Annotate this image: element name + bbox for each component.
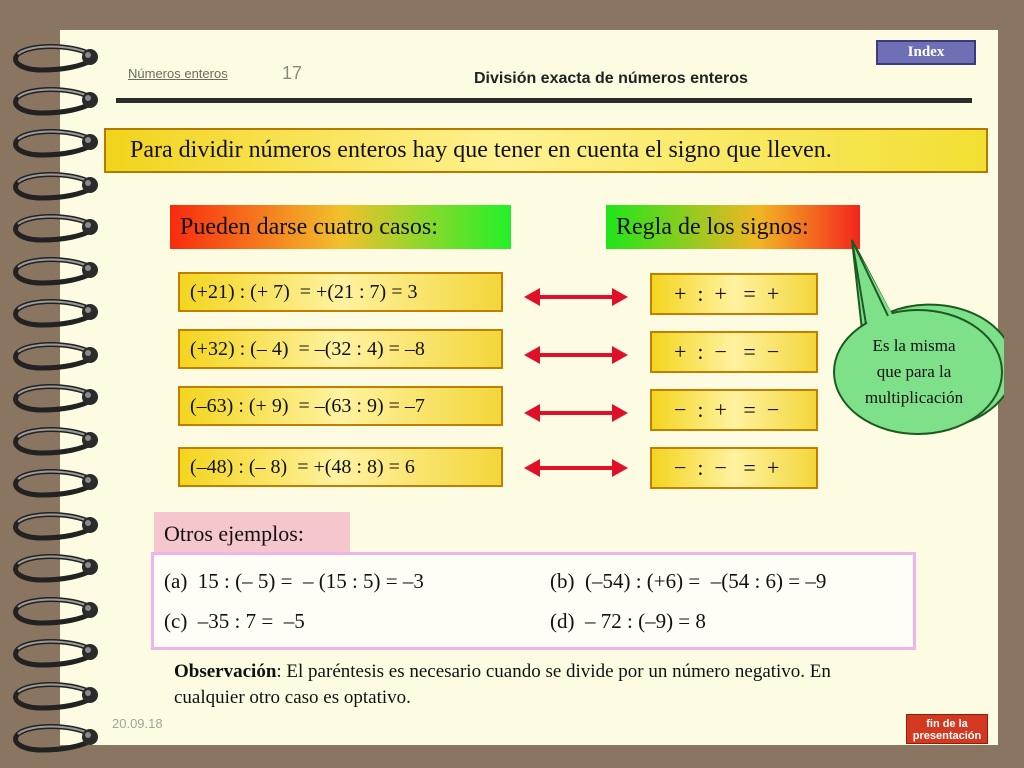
example-d: (d) – 72 : (–9) = 8: [550, 609, 706, 633]
spiral-ring-icon: [12, 423, 100, 457]
callout-line-3: multiplicación: [864, 388, 964, 407]
double-arrow-icon: [524, 401, 628, 425]
page-title: División exacta de números enteros: [474, 70, 748, 87]
spiral-ring-icon: [12, 168, 100, 202]
end-button-line-2: presentación: [912, 730, 982, 742]
example-b: (b) (–54) : (+6) = –(54 : 6) = –9: [550, 569, 827, 593]
example-box-2: (+32) : (– 4) = –(32 : 4) = –8: [178, 329, 503, 369]
header-divider: [116, 98, 972, 103]
spiral-ring-icon: [12, 83, 100, 117]
other-examples-box: [151, 552, 916, 650]
spiral-ring-icon: [12, 40, 100, 74]
observation-text: : El paréntesis es necesario cuando se divide por un número negativo. En cualquier otro caso es optativo.: [174, 661, 831, 708]
callout-text: [838, 333, 990, 411]
page-number: 17: [282, 63, 303, 83]
double-arrow-icon: [524, 343, 628, 367]
spiral-ring-icon: [12, 550, 100, 584]
sign-rule-4: − : − = +: [650, 447, 818, 489]
other-examples-heading: Otros ejemplos:: [154, 512, 350, 552]
example-c: (c) –35 : 7 = –5: [164, 609, 305, 633]
index-button[interactable]: Index: [876, 40, 976, 65]
spiral-ring-icon: [12, 338, 100, 372]
intro-banner: Para dividir números enteros hay que tener en cuenta el signo que lleven.: [104, 128, 988, 173]
spiral-ring-icon: [12, 253, 100, 287]
callout-line-1: Es la misma: [872, 336, 956, 355]
sign-rule-2: + : − = −: [650, 331, 818, 373]
example-box-3: (–63) : (+ 9) = –(63 : 9) = –7: [178, 386, 503, 426]
spiral-ring-icon: [12, 720, 100, 754]
rules-heading: Regla de los signos:: [606, 205, 860, 249]
observation-label: Observación: [174, 661, 277, 682]
example-a: (a) 15 : (– 5) = – (15 : 5) = –3: [164, 569, 424, 593]
breadcrumb-link[interactable]: Números enteros: [128, 66, 228, 81]
spiral-ring-icon: [12, 678, 100, 712]
spiral-ring-icon: [12, 295, 100, 329]
observation-note: [174, 659, 864, 711]
sign-rule-1: + : + = +: [650, 273, 818, 315]
spiral-ring-icon: [12, 210, 100, 244]
spiral-ring-icon: [12, 465, 100, 499]
example-box-4: (–48) : (– 8) = +(48 : 8) = 6: [178, 447, 503, 487]
date-label: 20.09.18: [112, 716, 163, 731]
example-box-1: (+21) : (+ 7) = +(21 : 7) = 3: [178, 272, 503, 312]
double-arrow-icon: [524, 456, 628, 480]
callout-line-2: que para la: [876, 362, 952, 381]
spiral-ring-icon: [12, 593, 100, 627]
end-presentation-button[interactable]: [906, 714, 988, 744]
spiral-ring-icon: [12, 125, 100, 159]
cases-heading: Pueden darse cuatro casos:: [170, 205, 511, 249]
end-button-line-1: fin de la: [926, 718, 968, 730]
sign-rule-3: − : + = −: [650, 389, 818, 431]
spiral-ring-icon: [12, 635, 100, 669]
double-arrow-icon: [524, 285, 628, 309]
spiral-ring-icon: [12, 508, 100, 542]
spiral-ring-icon: [12, 380, 100, 414]
